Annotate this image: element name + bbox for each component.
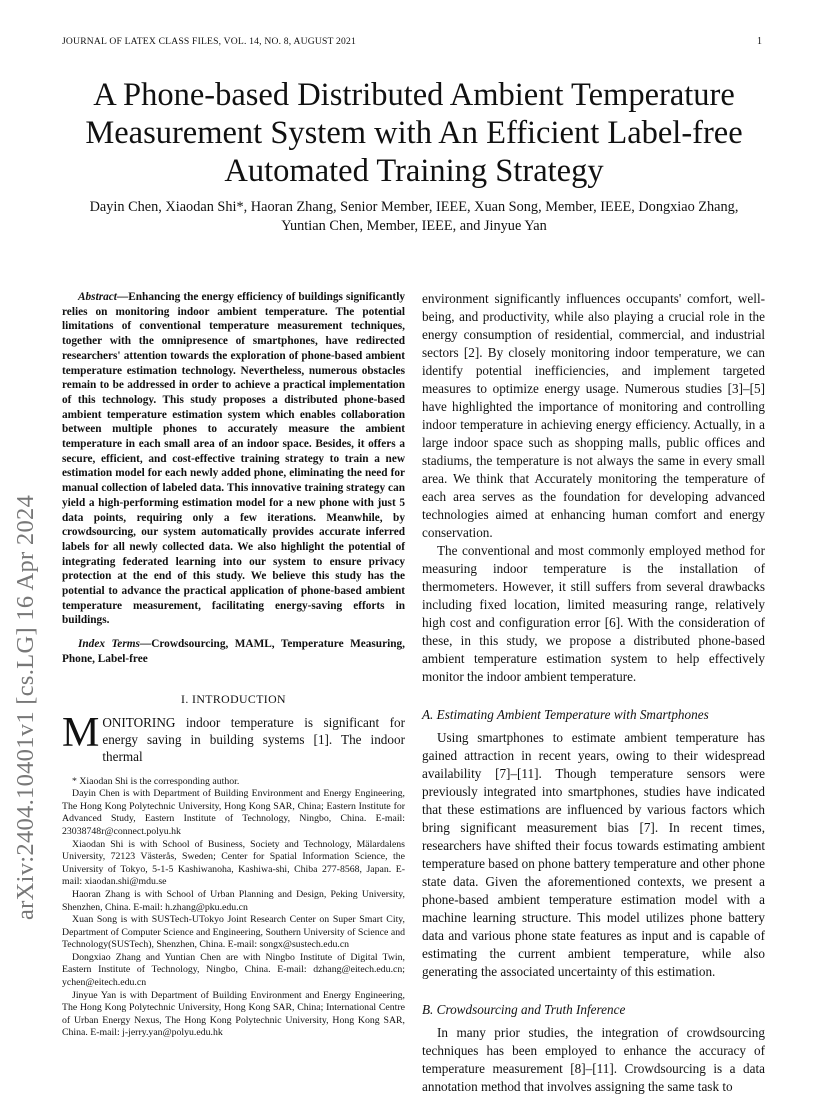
footnote: Xuan Song is with SUSTech-UTokyo Joint Research Center on Super Smart City, Department of Computer Science and Engineering, Southern University of Science and Technology(SUSTech), Shenzhen, China. E-mail: songx@sustech.edu.cn xyxy=(62,914,405,951)
subsection-b-paragraph: In many prior studies, the integration of crowdsourcing techniques has been employed to enhance the accuracy of temperature measurement [8]–[11]. Crowdsourcing is a data annotation method that involves assigning the same task to xyxy=(422,1025,765,1094)
author-line-1: Dayin Chen, Xiaodan Shi*, Haoran Zhang, Senior Member, IEEE, Xuan Song, Member, IEEE, Dongxiao Zhang, xyxy=(89,199,739,215)
subsection-heading-b: B. Crowdsourcing and Truth Inference xyxy=(422,1002,626,1017)
introduction-lead xyxy=(62,709,405,765)
left-column xyxy=(62,290,405,1040)
arxiv-stamp: arXiv:2404.10401v1 [cs.LG] 16 Apr 2024 xyxy=(12,494,39,920)
page-number: 1 xyxy=(757,36,762,47)
running-header: JOURNAL OF LATEX CLASS FILES, VOL. 14, NO. 8, AUGUST 2021 xyxy=(62,36,356,47)
paper-title: A Phone-based Distributed Ambient Temperature Measurement System with An Efficient Label-free Automated Training Strategy xyxy=(85,77,743,189)
author-line-2: Yuntian Chen, Member, IEEE, and Jinyue Yan xyxy=(281,218,547,234)
section-heading-introduction: I. INTRODUCTION xyxy=(181,691,286,706)
intro-paragraph-2: The conventional and most commonly employed method for measuring indoor temperature is the installation of thermometers. However, it still suffers from several drawbacks including fixed location, limited measuring range, relatively high cost and configuration error [6]. With the consideration of these, in this study, we propose a distributed phone-based ambient temperature estimation system to help effectively monitor the indoor ambient temperature. xyxy=(422,543,765,684)
abstract-text: —Enhancing the energy efficiency of buildings significantly relies on monitoring indoor ambient temperature. The potential limitations of conventional temperature measurement techniques, together with the omnipresence of smartphones, have redirected researchers' attention towards the exploration of phone-based ambient temperature estimation technology. Nevertheless, numerous obstacles remain to be addressed in order to achieve a practical implementation of this technology. This study proposes a distributed phone-based ambient temperature estimation system which enables collaboration between multiple phones to accurately measure the ambient temperature in each small area of an indoor space. Besides, it offers a secure, efficient, and cost-effective training strategy to train a new estimation model for each newly added phone, eliminating the need for manual collection of labeled data. This innovative training strategy can yield a high-performing estimation model for a new phone with just 5 data points, requiring only a few iterations. Meanwhile, by crowdsourcing, our system automatically provides accurate inferred labels for all newly collected data. We also highlight the potential of integrating federated learning into our system to ensure privacy protection at the end of this study. We believe this study has the potential to advance the practical application of phone-based ambient temperature measurement, facilitating energy-saving efforts in buildings. xyxy=(62,291,405,627)
footnote: * Xiaodan Shi is the corresponding author. xyxy=(72,775,240,787)
footnote: Haoran Zhang is with School of Urban Planning and Design, Peking University, Shenzhen, China. E-mail: h.zhang@pku.edu.cn xyxy=(62,888,405,913)
abstract xyxy=(62,290,405,628)
index-terms-text: —Crowdsourcing, MAML, Temperature Measuring, Phone, Label-free xyxy=(62,638,405,665)
index-terms-label: Index Terms xyxy=(78,638,140,651)
footnote: Xiaodan Shi is with School of Business, Society and Technology, Mälardalens University, 72123 Västerås, Sweden; Center for Spatial Information Science, the University of Tokyo, 5-1-5 Kashiwanoha, Kashiwa-shi, Chiba 277-8568, Japan. E-mail: xiaodan.shi@mdu.se xyxy=(62,838,405,888)
intro-paragraph-1: environment significantly influences occupants' comfort, well-being, and productivity, while also playing a crucial role in the energy consumption of residential, commercial, and industrial sectors [2]. By closely monitoring indoor temperature, we can identify potential inefficiencies, and implement targeted measures to optimize energy usage. Numerous studies [3]–[5] have highlighted the importance of monitoring and controlling indoor temperature in achieving energy efficiency. Actually, in a large indoor space such as shopping malls, public offices and stadiums, the temperature is not always the same in every small area. We think that Accurately monitoring the temperature of each area serves as the foundation for developing advanced technologies aimed at enhancing human comfort and energy conservation. xyxy=(422,291,765,540)
introduction-lead-text: ONITORING indoor temperature is significant for energy saving in building systems [1]. The indoor thermal xyxy=(102,714,405,764)
abstract-label: Abstract xyxy=(78,291,117,303)
subsection-heading-a: A. Estimating Ambient Temperature with Smartphones xyxy=(422,707,709,722)
drop-cap: M xyxy=(62,709,100,756)
author-list xyxy=(40,198,788,236)
footnotes xyxy=(62,776,405,1040)
subsection-a-paragraph: Using smartphones to estimate ambient temperature has gained attraction in recent years, owing to their widespread availability [7]–[11]. Though temperature sensors were previously integrated into smartphones, studies have indicated that these estimations are influenced by various factors which bring significant measurement bias [7]. In recent times, researchers have shifted their focus towards estimating ambient temperature based on phone battery temperature and other phone state data. Given the aforementioned contexts, we present a phone-based ambient temperature estimation model with a machine learning structure. This model utilizes phone battery data and various phone state features as input and is capable of estimating the current ambient temperature, while also generating the associated uncertainty of this estimation. xyxy=(422,730,765,979)
footnote: Jinyue Yan is with Department of Building Environment and Energy Engineering, The Hong Kong Polytechnic University, Hong Kong SAR, China; International Centre of Urban Energy Nexus, The Hong Kong Polytechnic University, Hong Kong SAR, China. E-mail: j-jerry.yan@polyu.edu.hk xyxy=(62,989,405,1039)
footnote: Dongxiao Zhang and Yuntian Chen are with Ningbo Institute of Digital Twin, Eastern Institute of Technology, Ningbo, China. E-mail: dzhang@eitech.edu.cn; ychen@eitech.edu.cn xyxy=(62,951,405,989)
right-column xyxy=(422,290,765,1096)
footnote: Dayin Chen is with Department of Building Environment and Energy Engineering, The Hong Kong Polytechnic University, Hong Kong SAR, China; Eastern Institute for Advanced Study, Eastern Institute of Technology, Ningbo, China. E-mail: 23038748r@connect.polyu.hk xyxy=(62,788,405,837)
index-terms xyxy=(62,637,405,666)
